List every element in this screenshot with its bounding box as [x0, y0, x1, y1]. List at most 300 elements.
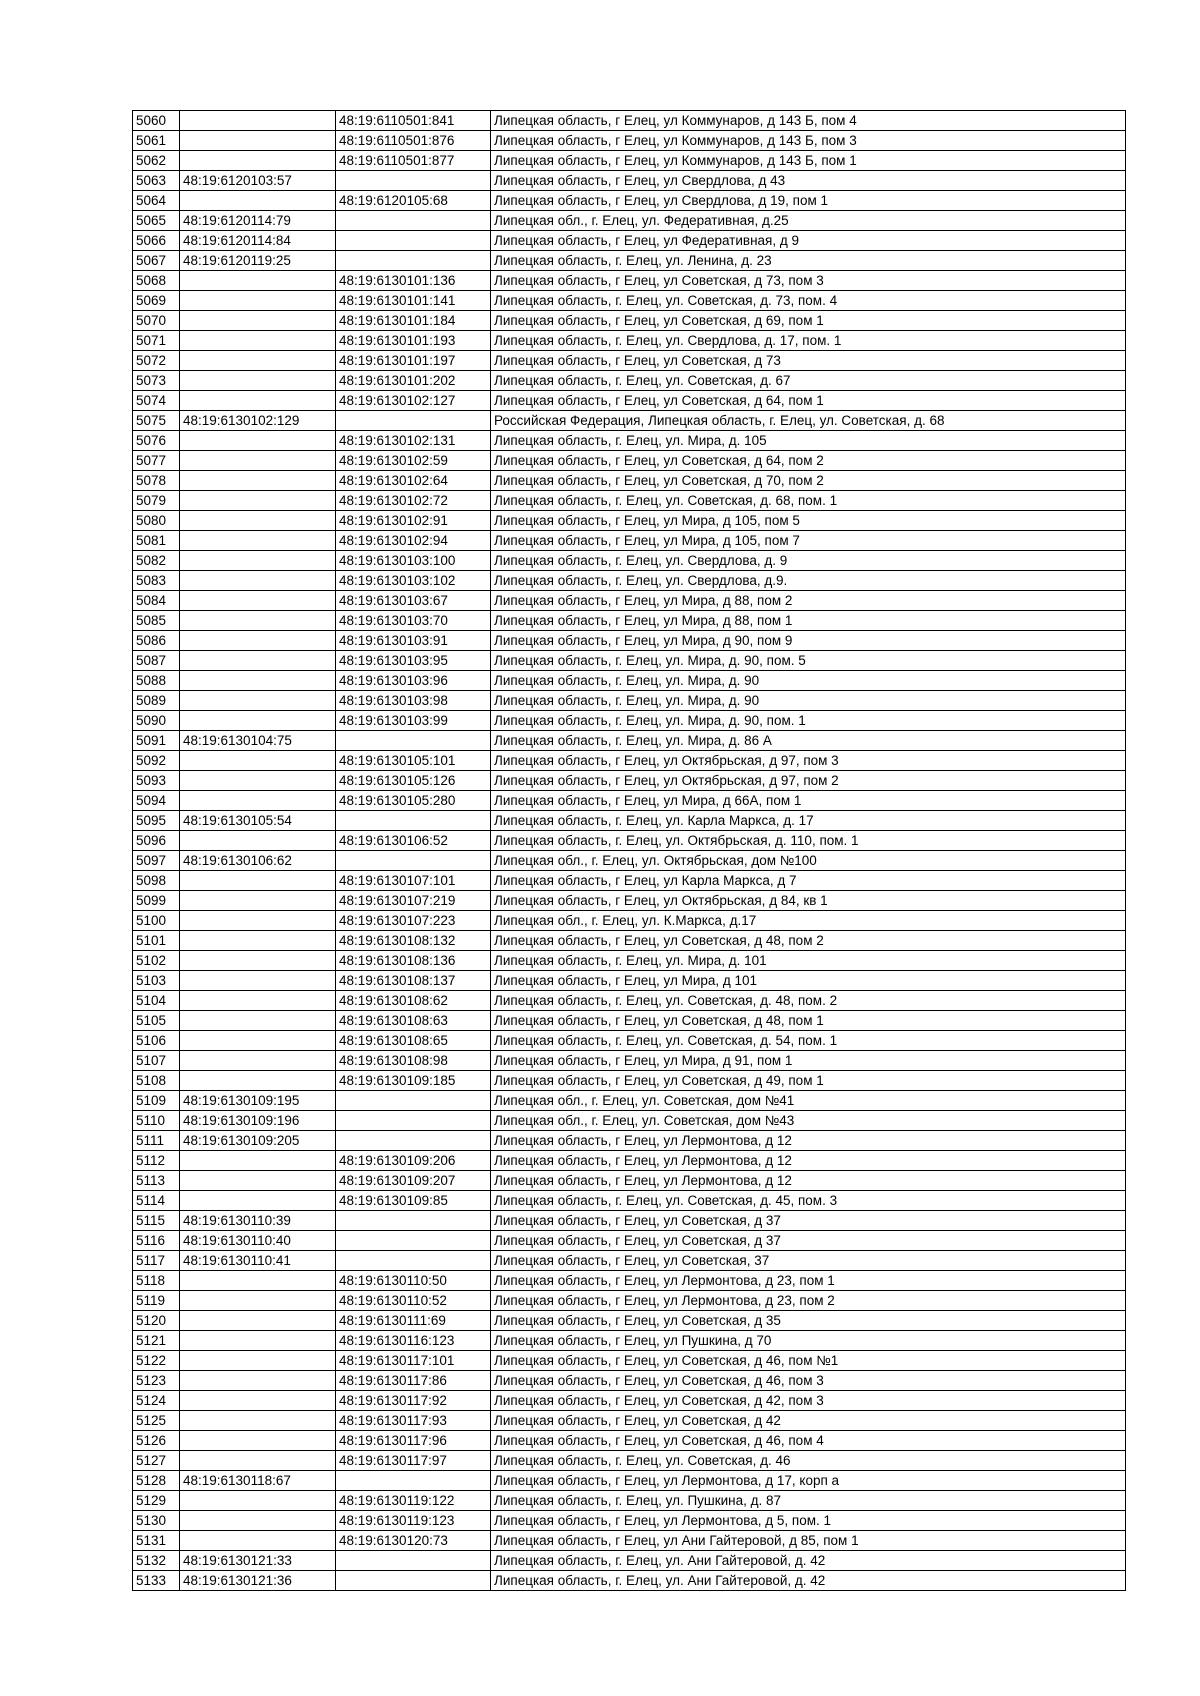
- building-number-cell: 48:19:6130117:92: [336, 1391, 491, 1411]
- row-number-cell: 5070: [133, 311, 180, 331]
- land-parcel-number-cell: [180, 1391, 336, 1411]
- table-row: [133, 691, 1126, 711]
- building-number-cell: 48:19:6130101:136: [336, 271, 491, 291]
- building-number-cell: 48:19:6130107:219: [336, 891, 491, 911]
- building-number-cell: 48:19:6130111:69: [336, 1311, 491, 1331]
- land-parcel-number-cell: [180, 611, 336, 631]
- row-number-cell: 5112: [133, 1151, 180, 1171]
- land-parcel-number-cell: [180, 291, 336, 311]
- row-number-cell: 5125: [133, 1411, 180, 1431]
- building-number-cell: [336, 1471, 491, 1491]
- land-parcel-number-cell: [180, 471, 336, 491]
- address-cell: Липецкая область, г Елец, ул Советская, д 37: [491, 1211, 1126, 1231]
- building-number-cell: 48:19:6130102:131: [336, 431, 491, 451]
- row-number-cell: 5068: [133, 271, 180, 291]
- row-number-cell: 5072: [133, 351, 180, 371]
- row-number-cell: 5117: [133, 1251, 180, 1271]
- building-number-cell: 48:19:6130117:96: [336, 1431, 491, 1451]
- land-parcel-number-cell: [180, 351, 336, 371]
- building-number-cell: [336, 1551, 491, 1571]
- row-number-cell: 5114: [133, 1191, 180, 1211]
- address-cell: Липецкая область, г. Елец, ул. Мира, д. 90, пом. 5: [491, 651, 1126, 671]
- building-number-cell: [336, 1211, 491, 1231]
- row-number-cell: 5124: [133, 1391, 180, 1411]
- land-parcel-number-cell: [180, 551, 336, 571]
- row-number-cell: 5106: [133, 1031, 180, 1051]
- address-cell: Липецкая область, г. Елец, ул. Октябрьская, д. 110, пом. 1: [491, 831, 1126, 851]
- building-number-cell: 48:19:6130108:65: [336, 1031, 491, 1051]
- building-number-cell: [336, 211, 491, 231]
- land-parcel-number-cell: 48:19:6120114:79: [180, 211, 336, 231]
- land-parcel-number-cell: [180, 791, 336, 811]
- table-row: [133, 1031, 1126, 1051]
- table-row: [133, 1331, 1126, 1351]
- land-parcel-number-cell: [180, 151, 336, 171]
- table-row: [133, 891, 1126, 911]
- row-number-cell: 5067: [133, 251, 180, 271]
- land-parcel-number-cell: 48:19:6130121:36: [180, 1571, 336, 1591]
- table-row: [133, 471, 1126, 491]
- table-row: [133, 151, 1126, 171]
- table-row: [133, 631, 1126, 651]
- table-row: [133, 1151, 1126, 1171]
- row-number-cell: 5107: [133, 1051, 180, 1071]
- building-number-cell: 48:19:6130108:136: [336, 951, 491, 971]
- table-row: [133, 411, 1126, 431]
- table-row: [133, 791, 1126, 811]
- land-parcel-number-cell: [180, 1531, 336, 1551]
- address-cell: Липецкая область, г Елец, ул Октябрьская, д 84, кв 1: [491, 891, 1126, 911]
- land-parcel-number-cell: [180, 491, 336, 511]
- address-cell: Липецкая область, г Елец, ул Советская, д 37: [491, 1231, 1126, 1251]
- address-cell: Липецкая область, г Елец, ул Советская, д 42, пом 3: [491, 1391, 1126, 1411]
- table-row: [133, 311, 1126, 331]
- building-number-cell: 48:19:6130103:98: [336, 691, 491, 711]
- table-row: [133, 1211, 1126, 1231]
- table-row: [133, 1371, 1126, 1391]
- land-parcel-number-cell: [180, 311, 336, 331]
- row-number-cell: 5089: [133, 691, 180, 711]
- row-number-cell: 5123: [133, 1371, 180, 1391]
- address-cell: Липецкая область, г. Елец, ул. Свердлова, д. 17, пом. 1: [491, 331, 1126, 351]
- address-cell: Липецкая область, г Елец, ул Коммунаров, д 143 Б, пом 3: [491, 131, 1126, 151]
- address-cell: Липецкая область, г Елец, ул Свердлова, д 19, пом 1: [491, 191, 1126, 211]
- table-row: [133, 1131, 1126, 1151]
- land-parcel-number-cell: [180, 1351, 336, 1371]
- land-parcel-number-cell: [180, 431, 336, 451]
- row-number-cell: 5075: [133, 411, 180, 431]
- building-number-cell: 48:19:6130116:123: [336, 1331, 491, 1351]
- building-number-cell: 48:19:6130120:73: [336, 1531, 491, 1551]
- building-number-cell: 48:19:6130101:141: [336, 291, 491, 311]
- address-cell: Липецкая область, г Елец, ул Советская, д 64, пом 2: [491, 451, 1126, 471]
- row-number-cell: 5122: [133, 1351, 180, 1371]
- table-row: [133, 1071, 1126, 1091]
- table-row: [133, 1231, 1126, 1251]
- building-number-cell: 48:19:6130109:85: [336, 1191, 491, 1211]
- address-cell: Липецкая область, г Елец, ул Лермонтова, д 12: [491, 1151, 1126, 1171]
- building-number-cell: [336, 171, 491, 191]
- address-cell: Липецкая область, г Елец, ул Мира, д 101: [491, 971, 1126, 991]
- building-number-cell: 48:19:6130102:64: [336, 471, 491, 491]
- address-cell: Липецкая обл., г. Елец, ул. Федеративная, д.25: [491, 211, 1126, 231]
- address-cell: Липецкая область, г. Елец, ул. Свердлова, д. 9: [491, 551, 1126, 571]
- table-row: [133, 291, 1126, 311]
- address-cell: Липецкая область, г. Елец, ул. Советская, д. 45, пом. 3: [491, 1191, 1126, 1211]
- address-cell: Липецкая область, г. Елец, ул. Советская, д. 68, пом. 1: [491, 491, 1126, 511]
- table-row: [133, 531, 1126, 551]
- building-number-cell: 48:19:6130117:86: [336, 1371, 491, 1391]
- address-cell: Липецкая область, г Елец, ул Мира, д 91, пом 1: [491, 1051, 1126, 1071]
- address-cell: Липецкая область, г Елец, ул Советская, д 35: [491, 1311, 1126, 1331]
- address-cell: Липецкая область, г Елец, ул Мира, д 105, пом 5: [491, 511, 1126, 531]
- address-cell: Липецкая область, г Елец, ул Карла Маркса, д 7: [491, 871, 1126, 891]
- table-row: [133, 991, 1126, 1011]
- address-cell: Липецкая область, г Елец, ул Мира, д 88, пом 2: [491, 591, 1126, 611]
- building-number-cell: [336, 811, 491, 831]
- table-row: [133, 191, 1126, 211]
- building-number-cell: 48:19:6110501:876: [336, 131, 491, 151]
- land-parcel-number-cell: [180, 1491, 336, 1511]
- table-row: [133, 651, 1126, 671]
- row-number-cell: 5115: [133, 1211, 180, 1231]
- building-number-cell: 48:19:6130103:99: [336, 711, 491, 731]
- building-number-cell: 48:19:6130101:193: [336, 331, 491, 351]
- row-number-cell: 5129: [133, 1491, 180, 1511]
- row-number-cell: 5127: [133, 1451, 180, 1471]
- address-cell: Липецкая область, г Елец, ул Советская, д 48, пом 2: [491, 931, 1126, 951]
- land-parcel-number-cell: [180, 451, 336, 471]
- building-number-cell: 48:19:6130103:95: [336, 651, 491, 671]
- building-number-cell: 48:19:6130106:52: [336, 831, 491, 851]
- land-parcel-number-cell: [180, 711, 336, 731]
- land-parcel-number-cell: [180, 131, 336, 151]
- row-number-cell: 5116: [133, 1231, 180, 1251]
- address-cell: Липецкая область, г. Елец, ул. Мира, д. 86 А: [491, 731, 1126, 751]
- building-number-cell: 48:19:6130108:137: [336, 971, 491, 991]
- land-parcel-number-cell: 48:19:6130109:196: [180, 1111, 336, 1131]
- row-number-cell: 5110: [133, 1111, 180, 1131]
- row-number-cell: 5074: [133, 391, 180, 411]
- building-number-cell: 48:19:6130102:94: [336, 531, 491, 551]
- row-number-cell: 5102: [133, 951, 180, 971]
- address-cell: Липецкая область, г. Елец, ул. Советская, д. 67: [491, 371, 1126, 391]
- address-cell: Липецкая область, г. Елец, ул. Советская, д. 48, пом. 2: [491, 991, 1126, 1011]
- row-number-cell: 5092: [133, 751, 180, 771]
- row-number-cell: 5131: [133, 1531, 180, 1551]
- row-number-cell: 5080: [133, 511, 180, 531]
- address-cell: Липецкая область, г Елец, ул Мира, д 90, пом 9: [491, 631, 1126, 651]
- table-row: [133, 551, 1126, 571]
- table-row: [133, 1351, 1126, 1371]
- building-number-cell: [336, 251, 491, 271]
- building-number-cell: 48:19:6110501:877: [336, 151, 491, 171]
- address-cell: Липецкая область, г Елец, ул Свердлова, д 43: [491, 171, 1126, 191]
- land-parcel-number-cell: [180, 191, 336, 211]
- land-parcel-number-cell: 48:19:6130106:62: [180, 851, 336, 871]
- table-row: [133, 871, 1126, 891]
- table-row: [133, 111, 1126, 131]
- row-number-cell: 5085: [133, 611, 180, 631]
- table-row: [133, 591, 1126, 611]
- building-number-cell: 48:19:6120105:68: [336, 191, 491, 211]
- address-cell: Липецкая область, г Елец, ул Советская, д 46, пом 4: [491, 1431, 1126, 1451]
- row-number-cell: 5069: [133, 291, 180, 311]
- table-row: [133, 171, 1126, 191]
- table-row: [133, 771, 1126, 791]
- land-parcel-number-cell: [180, 1311, 336, 1331]
- table-row: [133, 271, 1126, 291]
- row-number-cell: 5128: [133, 1471, 180, 1491]
- address-cell: Липецкая область, г. Елец, ул. Мира, д. 90: [491, 691, 1126, 711]
- row-number-cell: 5084: [133, 591, 180, 611]
- land-parcel-number-cell: 48:19:6130104:75: [180, 731, 336, 751]
- land-parcel-number-cell: [180, 391, 336, 411]
- address-cell: Липецкая обл., г. Елец, ул. Советская, дом №43: [491, 1111, 1126, 1131]
- row-number-cell: 5126: [133, 1431, 180, 1451]
- land-parcel-number-cell: [180, 951, 336, 971]
- building-number-cell: 48:19:6130109:207: [336, 1171, 491, 1191]
- address-cell: Липецкая область, г Елец, ул Лермонтова, д 5, пом. 1: [491, 1511, 1126, 1531]
- land-parcel-number-cell: [180, 371, 336, 391]
- address-cell: Липецкая область, г Елец, ул Ани Гайтеровой, д 85, пом 1: [491, 1531, 1126, 1551]
- address-cell: Липецкая область, г. Елец, ул. Карла Маркса, д. 17: [491, 811, 1126, 831]
- building-number-cell: 48:19:6130103:100: [336, 551, 491, 571]
- land-parcel-number-cell: [180, 631, 336, 651]
- row-number-cell: 5082: [133, 551, 180, 571]
- row-number-cell: 5113: [133, 1171, 180, 1191]
- land-parcel-number-cell: [180, 651, 336, 671]
- land-parcel-number-cell: 48:19:6130109:195: [180, 1091, 336, 1111]
- row-number-cell: 5061: [133, 131, 180, 151]
- table-row: [133, 1011, 1126, 1031]
- land-parcel-number-cell: [180, 1271, 336, 1291]
- building-number-cell: 48:19:6130102:72: [336, 491, 491, 511]
- address-cell: Липецкая область, г Елец, ул Лермонтова, д 17, корп а: [491, 1471, 1126, 1491]
- row-number-cell: 5100: [133, 911, 180, 931]
- land-parcel-number-cell: [180, 911, 336, 931]
- address-cell: Липецкая область, г Елец, ул Мира, д 105, пом 7: [491, 531, 1126, 551]
- building-number-cell: 48:19:6130117:101: [336, 1351, 491, 1371]
- row-number-cell: 5111: [133, 1131, 180, 1151]
- address-cell: Липецкая область, г Елец, ул Советская, д 64, пом 1: [491, 391, 1126, 411]
- address-cell: Липецкая область, г Елец, ул Октябрьская, д 97, пом 3: [491, 751, 1126, 771]
- table-row: [133, 251, 1126, 271]
- land-parcel-number-cell: [180, 831, 336, 851]
- address-cell: Липецкая область, г Елец, ул Советская, д 48, пом 1: [491, 1011, 1126, 1031]
- row-number-cell: 5103: [133, 971, 180, 991]
- address-cell: Липецкая область, г Елец, ул Коммунаров, д 143 Б, пом 4: [491, 111, 1126, 131]
- building-number-cell: [336, 1231, 491, 1251]
- land-parcel-number-cell: [180, 531, 336, 551]
- address-cell: Липецкая область, г Елец, ул Лермонтова, д 23, пом 1: [491, 1271, 1126, 1291]
- building-number-cell: 48:19:6130103:67: [336, 591, 491, 611]
- land-parcel-number-cell: [180, 1151, 336, 1171]
- address-cell: Липецкая область, г. Елец, ул. Ани Гайтеровой, д. 42: [491, 1571, 1126, 1591]
- building-number-cell: [336, 1131, 491, 1151]
- building-number-cell: 48:19:6130101:184: [336, 311, 491, 331]
- building-number-cell: 48:19:6130108:98: [336, 1051, 491, 1071]
- land-parcel-number-cell: [180, 1371, 336, 1391]
- address-cell: Липецкая обл., г. Елец, ул. К.Маркса, д.17: [491, 911, 1126, 931]
- address-cell: Липецкая область, г. Елец, ул. Мира, д. 105: [491, 431, 1126, 451]
- table-row: [133, 1251, 1126, 1271]
- row-number-cell: 5095: [133, 811, 180, 831]
- row-number-cell: 5073: [133, 371, 180, 391]
- building-number-cell: 48:19:6130107:223: [336, 911, 491, 931]
- land-parcel-number-cell: [180, 1331, 336, 1351]
- land-parcel-number-cell: [180, 331, 336, 351]
- table-row: [133, 1511, 1126, 1531]
- land-parcel-number-cell: [180, 931, 336, 951]
- building-number-cell: 48:19:6130108:132: [336, 931, 491, 951]
- building-number-cell: [336, 1091, 491, 1111]
- building-number-cell: 48:19:6130101:202: [336, 371, 491, 391]
- building-number-cell: [336, 1251, 491, 1271]
- building-number-cell: 48:19:6130110:52: [336, 1291, 491, 1311]
- table-row: [133, 751, 1126, 771]
- address-cell: Липецкая область, г. Елец, ул. Советская, д. 54, пом. 1: [491, 1031, 1126, 1051]
- building-number-cell: 48:19:6130105:280: [336, 791, 491, 811]
- building-number-cell: 48:19:6130109:185: [336, 1071, 491, 1091]
- land-parcel-number-cell: [180, 1171, 336, 1191]
- table-row: [133, 1111, 1126, 1131]
- building-number-cell: 48:19:6130117:97: [336, 1451, 491, 1471]
- row-number-cell: 5098: [133, 871, 180, 891]
- table-row: [133, 451, 1126, 471]
- row-number-cell: 5109: [133, 1091, 180, 1111]
- row-number-cell: 5076: [133, 431, 180, 451]
- address-cell: Липецкая область, г Елец, ул Советская, д 70, пом 2: [491, 471, 1126, 491]
- land-parcel-number-cell: [180, 771, 336, 791]
- table-row: [133, 1551, 1126, 1571]
- building-number-cell: 48:19:6130109:206: [336, 1151, 491, 1171]
- table-row: [133, 731, 1126, 751]
- cadastral-table: [132, 110, 1126, 1591]
- table-row: [133, 511, 1126, 531]
- table-row: [133, 1311, 1126, 1331]
- building-number-cell: 48:19:6130101:197: [336, 351, 491, 371]
- land-parcel-number-cell: [180, 871, 336, 891]
- row-number-cell: 5081: [133, 531, 180, 551]
- address-cell: Липецкая область, г. Елец, ул. Свердлова, д.9.: [491, 571, 1126, 591]
- address-cell: Липецкая область, г. Елец, ул. Советская, д. 73, пом. 4: [491, 291, 1126, 311]
- row-number-cell: 5088: [133, 671, 180, 691]
- table-row: [133, 1091, 1126, 1111]
- land-parcel-number-cell: 48:19:6130110:41: [180, 1251, 336, 1271]
- address-cell: Липецкая область, г. Елец, ул. Мира, д. 90: [491, 671, 1126, 691]
- land-parcel-number-cell: [180, 1191, 336, 1211]
- land-parcel-number-cell: [180, 751, 336, 771]
- land-parcel-number-cell: [180, 511, 336, 531]
- address-cell: Липецкая область, г Елец, ул Лермонтова, д 12: [491, 1131, 1126, 1151]
- address-cell: Липецкая область, г Елец, ул Советская, д 42: [491, 1411, 1126, 1431]
- table-row: [133, 1571, 1126, 1591]
- building-number-cell: 48:19:6130103:96: [336, 671, 491, 691]
- table-row: [133, 711, 1126, 731]
- row-number-cell: 5065: [133, 211, 180, 231]
- building-number-cell: 48:19:6130105:101: [336, 751, 491, 771]
- land-parcel-number-cell: [180, 1031, 336, 1051]
- land-parcel-number-cell: 48:19:6130121:33: [180, 1551, 336, 1571]
- table-row: [133, 811, 1126, 831]
- address-cell: Липецкая область, г Елец, ул Советская, д 73: [491, 351, 1126, 371]
- address-cell: Липецкая область, г Елец, ул Пушкина, д 70: [491, 1331, 1126, 1351]
- row-number-cell: 5132: [133, 1551, 180, 1571]
- building-number-cell: 48:19:6130119:123: [336, 1511, 491, 1531]
- land-parcel-number-cell: [180, 1451, 336, 1471]
- table-row: [133, 611, 1126, 631]
- address-cell: Липецкая область, г Елец, ул Советская, д 46, пом №1: [491, 1351, 1126, 1371]
- building-number-cell: 48:19:6130102:91: [336, 511, 491, 531]
- table-row: [133, 1531, 1126, 1551]
- building-number-cell: 48:19:6130119:122: [336, 1491, 491, 1511]
- row-number-cell: 5077: [133, 451, 180, 471]
- table-body: [133, 111, 1126, 1591]
- address-cell: Липецкая обл., г. Елец, ул. Октябрьская, дом №100: [491, 851, 1126, 871]
- land-parcel-number-cell: [180, 1071, 336, 1091]
- land-parcel-number-cell: [180, 891, 336, 911]
- table-row: [133, 671, 1126, 691]
- building-number-cell: [336, 411, 491, 431]
- address-cell: Липецкая область, г Елец, ул Федеративная, д 9: [491, 231, 1126, 251]
- table-row: [133, 1491, 1126, 1511]
- row-number-cell: 5062: [133, 151, 180, 171]
- land-parcel-number-cell: 48:19:6130102:129: [180, 411, 336, 431]
- table-row: [133, 951, 1126, 971]
- land-parcel-number-cell: 48:19:6130105:54: [180, 811, 336, 831]
- land-parcel-number-cell: [180, 671, 336, 691]
- land-parcel-number-cell: [180, 1291, 336, 1311]
- land-parcel-number-cell: [180, 971, 336, 991]
- row-number-cell: 5101: [133, 931, 180, 951]
- table-row: [133, 211, 1126, 231]
- building-number-cell: 48:19:6130105:126: [336, 771, 491, 791]
- row-number-cell: 5099: [133, 891, 180, 911]
- table-row: [133, 491, 1126, 511]
- address-cell: Липецкая область, г Елец, ул Советская, д 46, пом 3: [491, 1371, 1126, 1391]
- land-parcel-number-cell: [180, 1051, 336, 1071]
- address-cell: Липецкая область, г Елец, ул Советская, д 49, пом 1: [491, 1071, 1126, 1091]
- row-number-cell: 5097: [133, 851, 180, 871]
- row-number-cell: 5064: [133, 191, 180, 211]
- table-row: [133, 1191, 1126, 1211]
- row-number-cell: 5079: [133, 491, 180, 511]
- address-cell: Липецкая область, г. Елец, ул. Советская, д. 46: [491, 1451, 1126, 1471]
- address-cell: Липецкая область, г. Елец, ул. Ани Гайтеровой, д. 42: [491, 1551, 1126, 1571]
- table-row: [133, 1451, 1126, 1471]
- table-row: [133, 1391, 1126, 1411]
- row-number-cell: 5087: [133, 651, 180, 671]
- address-cell: Российская Федерация, Липецкая область, г. Елец, ул. Советская, д. 68: [491, 411, 1126, 431]
- table-row: [133, 851, 1126, 871]
- row-number-cell: 5104: [133, 991, 180, 1011]
- row-number-cell: 5118: [133, 1271, 180, 1291]
- table-row: [133, 1171, 1126, 1191]
- row-number-cell: 5121: [133, 1331, 180, 1351]
- building-number-cell: [336, 1111, 491, 1131]
- building-number-cell: 48:19:6130102:127: [336, 391, 491, 411]
- address-cell: Липецкая область, г. Елец, ул. Мира, д. 101: [491, 951, 1126, 971]
- building-number-cell: 48:19:6130103:102: [336, 571, 491, 591]
- land-parcel-number-cell: [180, 1431, 336, 1451]
- building-number-cell: 48:19:6130107:101: [336, 871, 491, 891]
- building-number-cell: [336, 1571, 491, 1591]
- building-number-cell: 48:19:6130110:50: [336, 1271, 491, 1291]
- row-number-cell: 5094: [133, 791, 180, 811]
- table-row: [133, 351, 1126, 371]
- row-number-cell: 5120: [133, 1311, 180, 1331]
